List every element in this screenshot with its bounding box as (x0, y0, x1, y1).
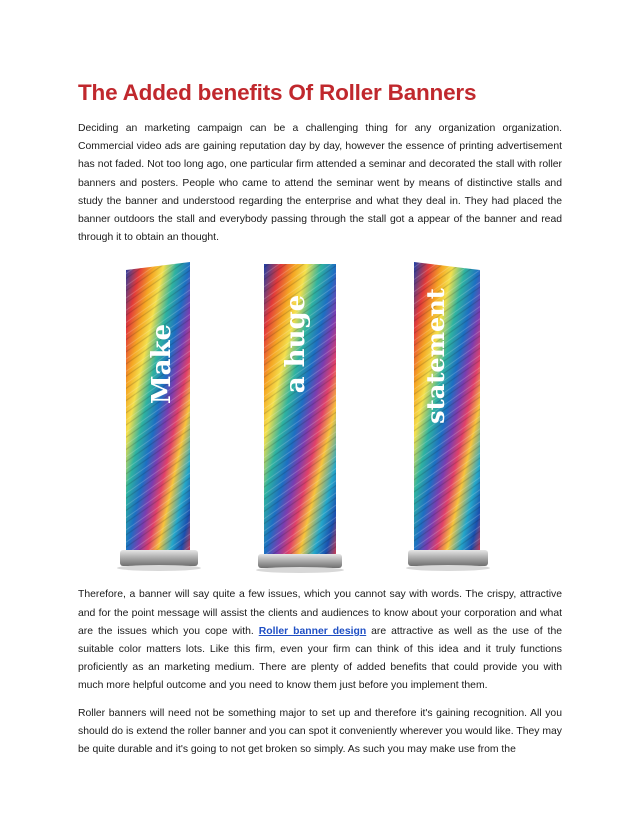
roller-banners-image (78, 256, 562, 576)
document-page (78, 78, 562, 768)
banner-word-statement: statement (421, 288, 450, 425)
document-title: The Added benefits Of Roller Banners (78, 80, 477, 105)
banner-middle (256, 264, 344, 573)
paragraph-text: are attractive as well as the use of the suitable color matters lots. Like this firm, even your firm can think of this idea and it truly functions proficiently as an marketing medium. There are plenty of added benefits that could provide you with much more helpful outcome and you need to know them just before you implement them. (78, 625, 563, 692)
paragraph-text: Therefore, a banner will say quite a few issues, which you cannot say with words. The crispy, attractive and for the point message will assist the clients and audiences to know about your corporation and what are the issues which you cope with. (78, 589, 562, 637)
banner-right (406, 262, 490, 571)
paragraph-setup: Roller banners will need not be something major to set up and therefore it's gaining recognition. All you should do is extend the roller banner and you can spot it conveniently wherever you would like. They may be quite durable and it's going to not get broken so simply. As such you may make use from the (78, 707, 562, 756)
paragraph-intro: Deciding an marketing campaign can be a challenging thing for any organization organization. Commercial video ads are gaining reputation day by day, however the essence of printing advertisement has not faded. Not too long ago, one particular firm attended a seminar and decorated the stall with roller banners and posters. People who came to attend the seminar went by means of distinctive stalls and study the banner and understood regarding the enterprise and what they deal in. They had placed the banner outdoors the stall and everybody passing through the stall got a appear of the banner and read through it to obtain an thought. (78, 123, 562, 244)
roller-banner-design-link[interactable]: Roller banner design (258, 625, 367, 637)
banner-word-a-huge: a huge (281, 295, 311, 394)
paragraph-banner-message (78, 586, 562, 695)
banner-word-make: Make (147, 324, 177, 405)
banner-left (117, 262, 201, 571)
